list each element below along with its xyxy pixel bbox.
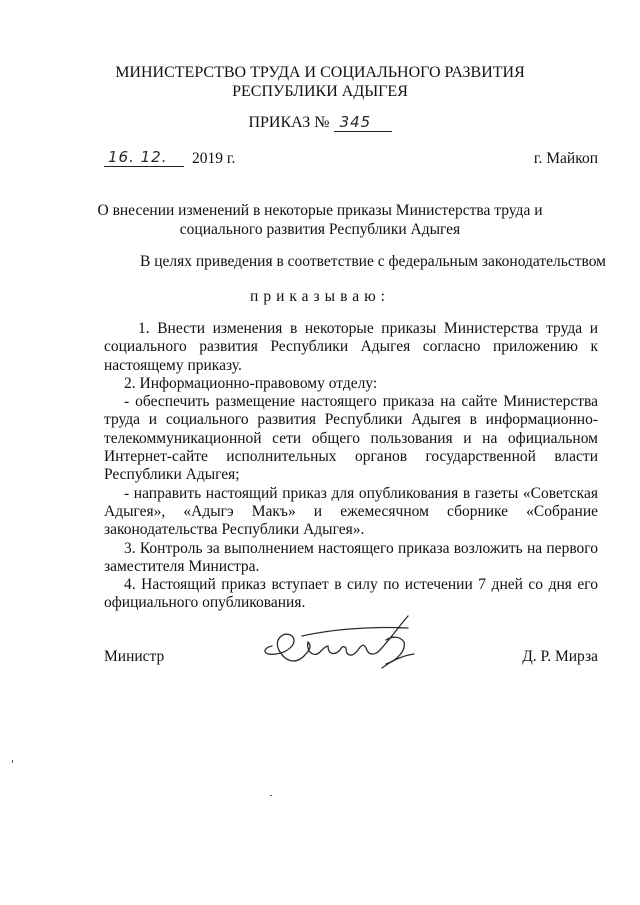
signatory-title: Министр [104,648,165,665]
decree-word: приказываю: [250,288,390,305]
order-item: 4. Настоящий приказ вступает в силу по истечении 7 дней со дня его официального опубликования. [104,576,598,612]
scan-speck [270,795,272,796]
order-item: - направить настоящий приказ для опубликования в газеты «Советская Адыгея», «Адыгэ Макъ» и ежемесячном сборнике «Собрание законодательства Республики Адыгея». [104,484,598,539]
preamble: В целях приведения в соответствие с федеральным законодательством [140,253,606,270]
subject-line-2: социального развития Республики Адыгея [179,221,461,238]
signatory-name: Д. Р. Мирза [522,648,598,665]
ministry-line-2: РЕСПУБЛИКИ АДЫГЕЯ [232,83,408,100]
order-item: 1. Внести изменения в некоторые приказы Министерства труда и социального развития Республики Адыгея согласно приложению к настоящему приказу. [104,320,598,374]
scan-speck [12,760,13,763]
order-number: 345 [334,113,392,132]
order-date-handwritten: 16. 12. [104,148,184,167]
order-subject [80,201,560,239]
order-item: 3. Контроль за выполнением настоящего приказа возложить на первого заместителя Министра. [104,539,598,575]
date-row [104,150,598,170]
order-item: 2. Информационно-правовому отделу: [124,374,378,392]
order-city: г. Майкоп [533,150,598,167]
order-year: 2019 г. [192,150,236,167]
order-heading [0,113,640,132]
handwritten-signature [258,612,438,682]
order-label: ПРИКАЗ № [248,114,330,131]
ministry-header [0,63,640,101]
order-item: - обеспечить размещение настоящего приказа на сайте Министерства труда и социального развития Республики Адыгея в информационно-телекоммуникационной сети общего пользования и на официальном Интернет-сайте исполнительных органов государственной власти Республики Адыгея; [104,393,598,484]
ministry-line-1: МИНИСТЕРСТВО ТРУДА И СОЦИАЛЬНОГО РАЗВИТИЯ [115,64,525,81]
subject-line-1: О внесении изменений в некоторые приказы Министерства труда и [97,202,543,219]
order-body [104,320,598,613]
